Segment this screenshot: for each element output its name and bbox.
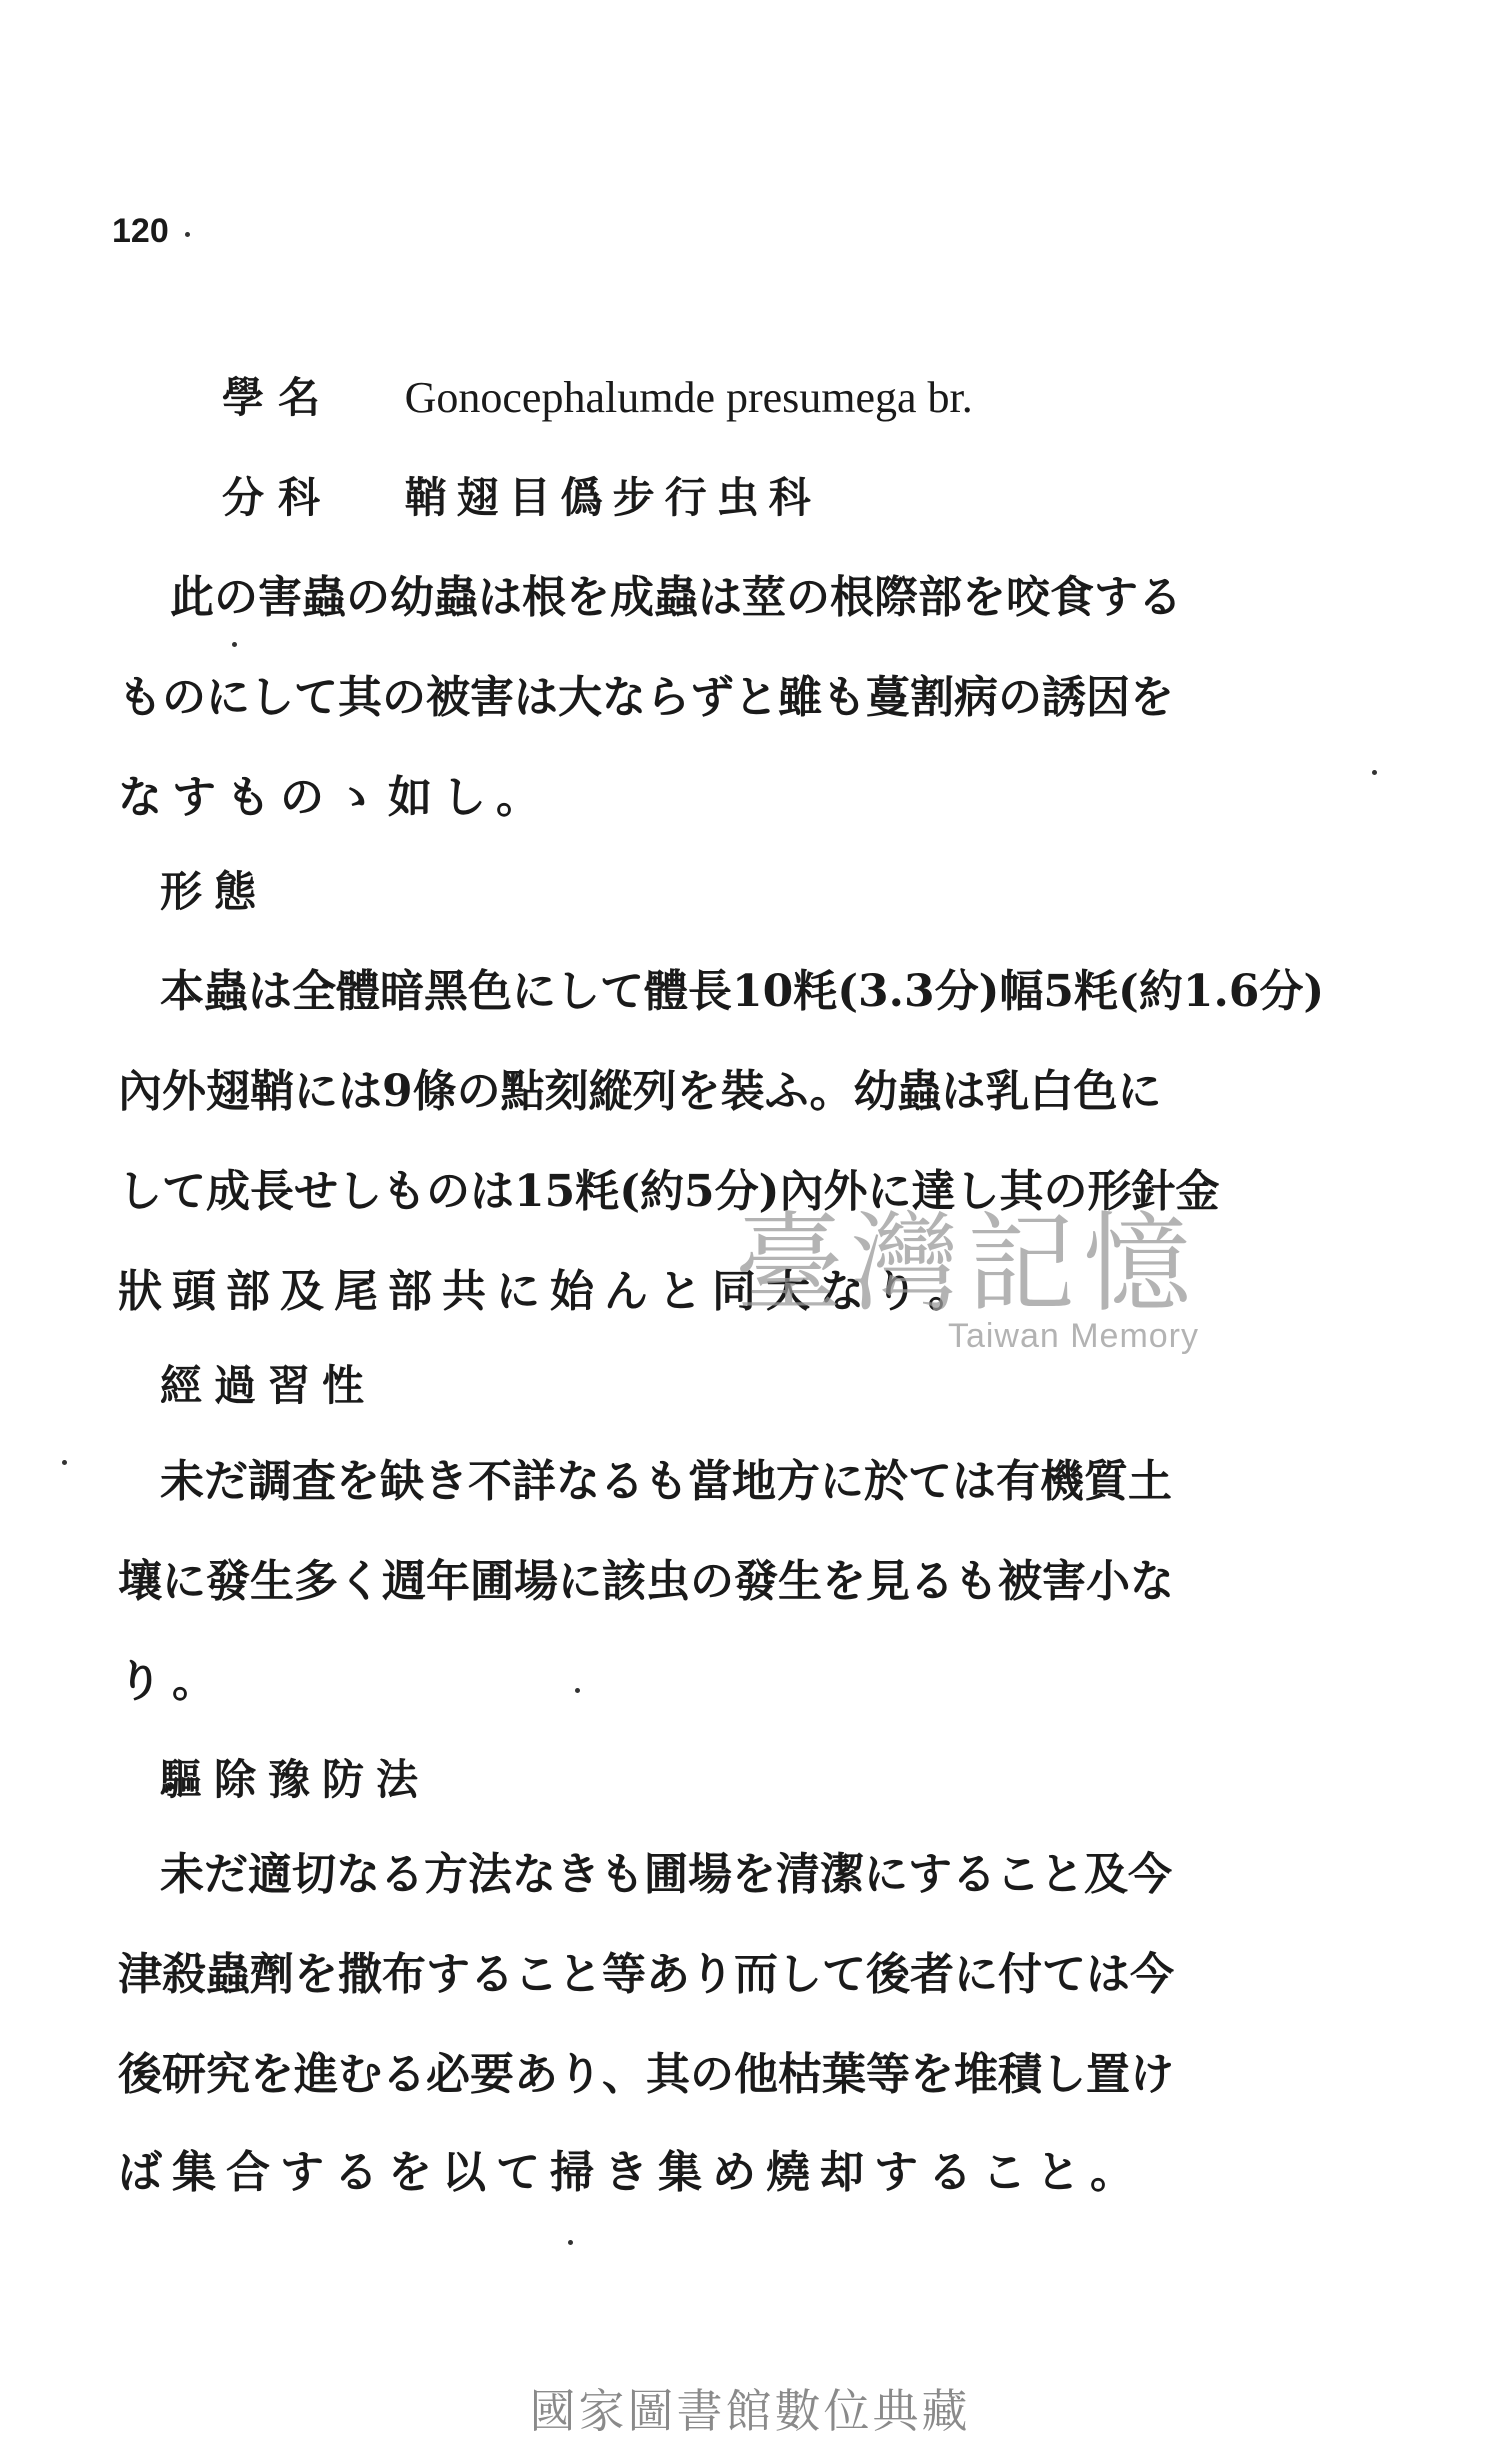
taiwan-memory-watermark [735, 1202, 1200, 1356]
control-line-3: 後研究を進むる必要あり、其の他枯葉等を堆積し置け [118, 2049, 1174, 2100]
morphology-line-3: して成長せしものは15粍(約5分)內外に達し其の形針金 [118, 1166, 1220, 1217]
speck-mark [568, 2240, 573, 2245]
control-line-1: 未だ適切なる方法なきも圃場を清潔にすること及今 [160, 1849, 1172, 1900]
page-number: 120 [112, 212, 169, 250]
scientific-name-value: Gonocephalumde presumega br. [404, 373, 973, 422]
control-line-4: ば集合するを以て掃き集め燒却すること。 [118, 2147, 1144, 2198]
speck-mark [62, 1460, 67, 1465]
habits-heading: 經過習性 [160, 1361, 377, 1410]
speck-mark [185, 232, 190, 237]
habits-line-2: 壤に發生多く週年圃場に該虫の發生を見るも被害小な [118, 1556, 1174, 1607]
speck-mark [232, 642, 237, 647]
morphology-line-2: 內外翅鞘には9條の點刻縱列を裝ふ。幼蟲は乳白色に [118, 1066, 1162, 1117]
habits-line-1: 未だ調査を缺き不詳なるも當地方に於ては有機質土 [160, 1456, 1172, 1507]
speck-mark [575, 1688, 580, 1693]
habits-line-3: り。 [118, 1656, 226, 1707]
intro-line-1: 此の害蟲の幼蟲は根を成蟲は莖の根際部を咬食する [170, 572, 1182, 623]
library-footer: 國家圖書館數位典藏 [529, 2384, 971, 2438]
control-line-2: 津殺蟲劑を撒布すること等あり而して後者に付ては今 [118, 1949, 1174, 2000]
watermark-cjk-text: 臺灣記憶 [735, 1202, 1200, 1327]
intro-line-3: なすものゝ如し。 [118, 772, 550, 823]
scientific-name-row [222, 368, 973, 428]
watermark-english-text: Taiwan Memory [947, 1317, 1200, 1355]
scientific-name-label: 學名 [222, 373, 335, 422]
morphology-line-4: 狀頭部及尾部共に始んと同大なり。 [118, 1266, 982, 1317]
speck-mark [1372, 770, 1377, 775]
classification-label: 分科 [222, 473, 335, 522]
morphology-heading: 形態 [160, 867, 269, 916]
morphology-line-1: 本蟲は全體暗黑色にして體長10粍(3.3分)幅5粍(約1.6分) [160, 966, 1325, 1017]
classification-row [222, 468, 821, 528]
classification-value: 鞘翅目僞步行虫科 [404, 473, 821, 522]
control-heading: 驅除豫防法 [160, 1755, 431, 1804]
intro-line-2: ものにして其の被害は大ならずと雖も蔓割病の誘因を [118, 672, 1174, 723]
